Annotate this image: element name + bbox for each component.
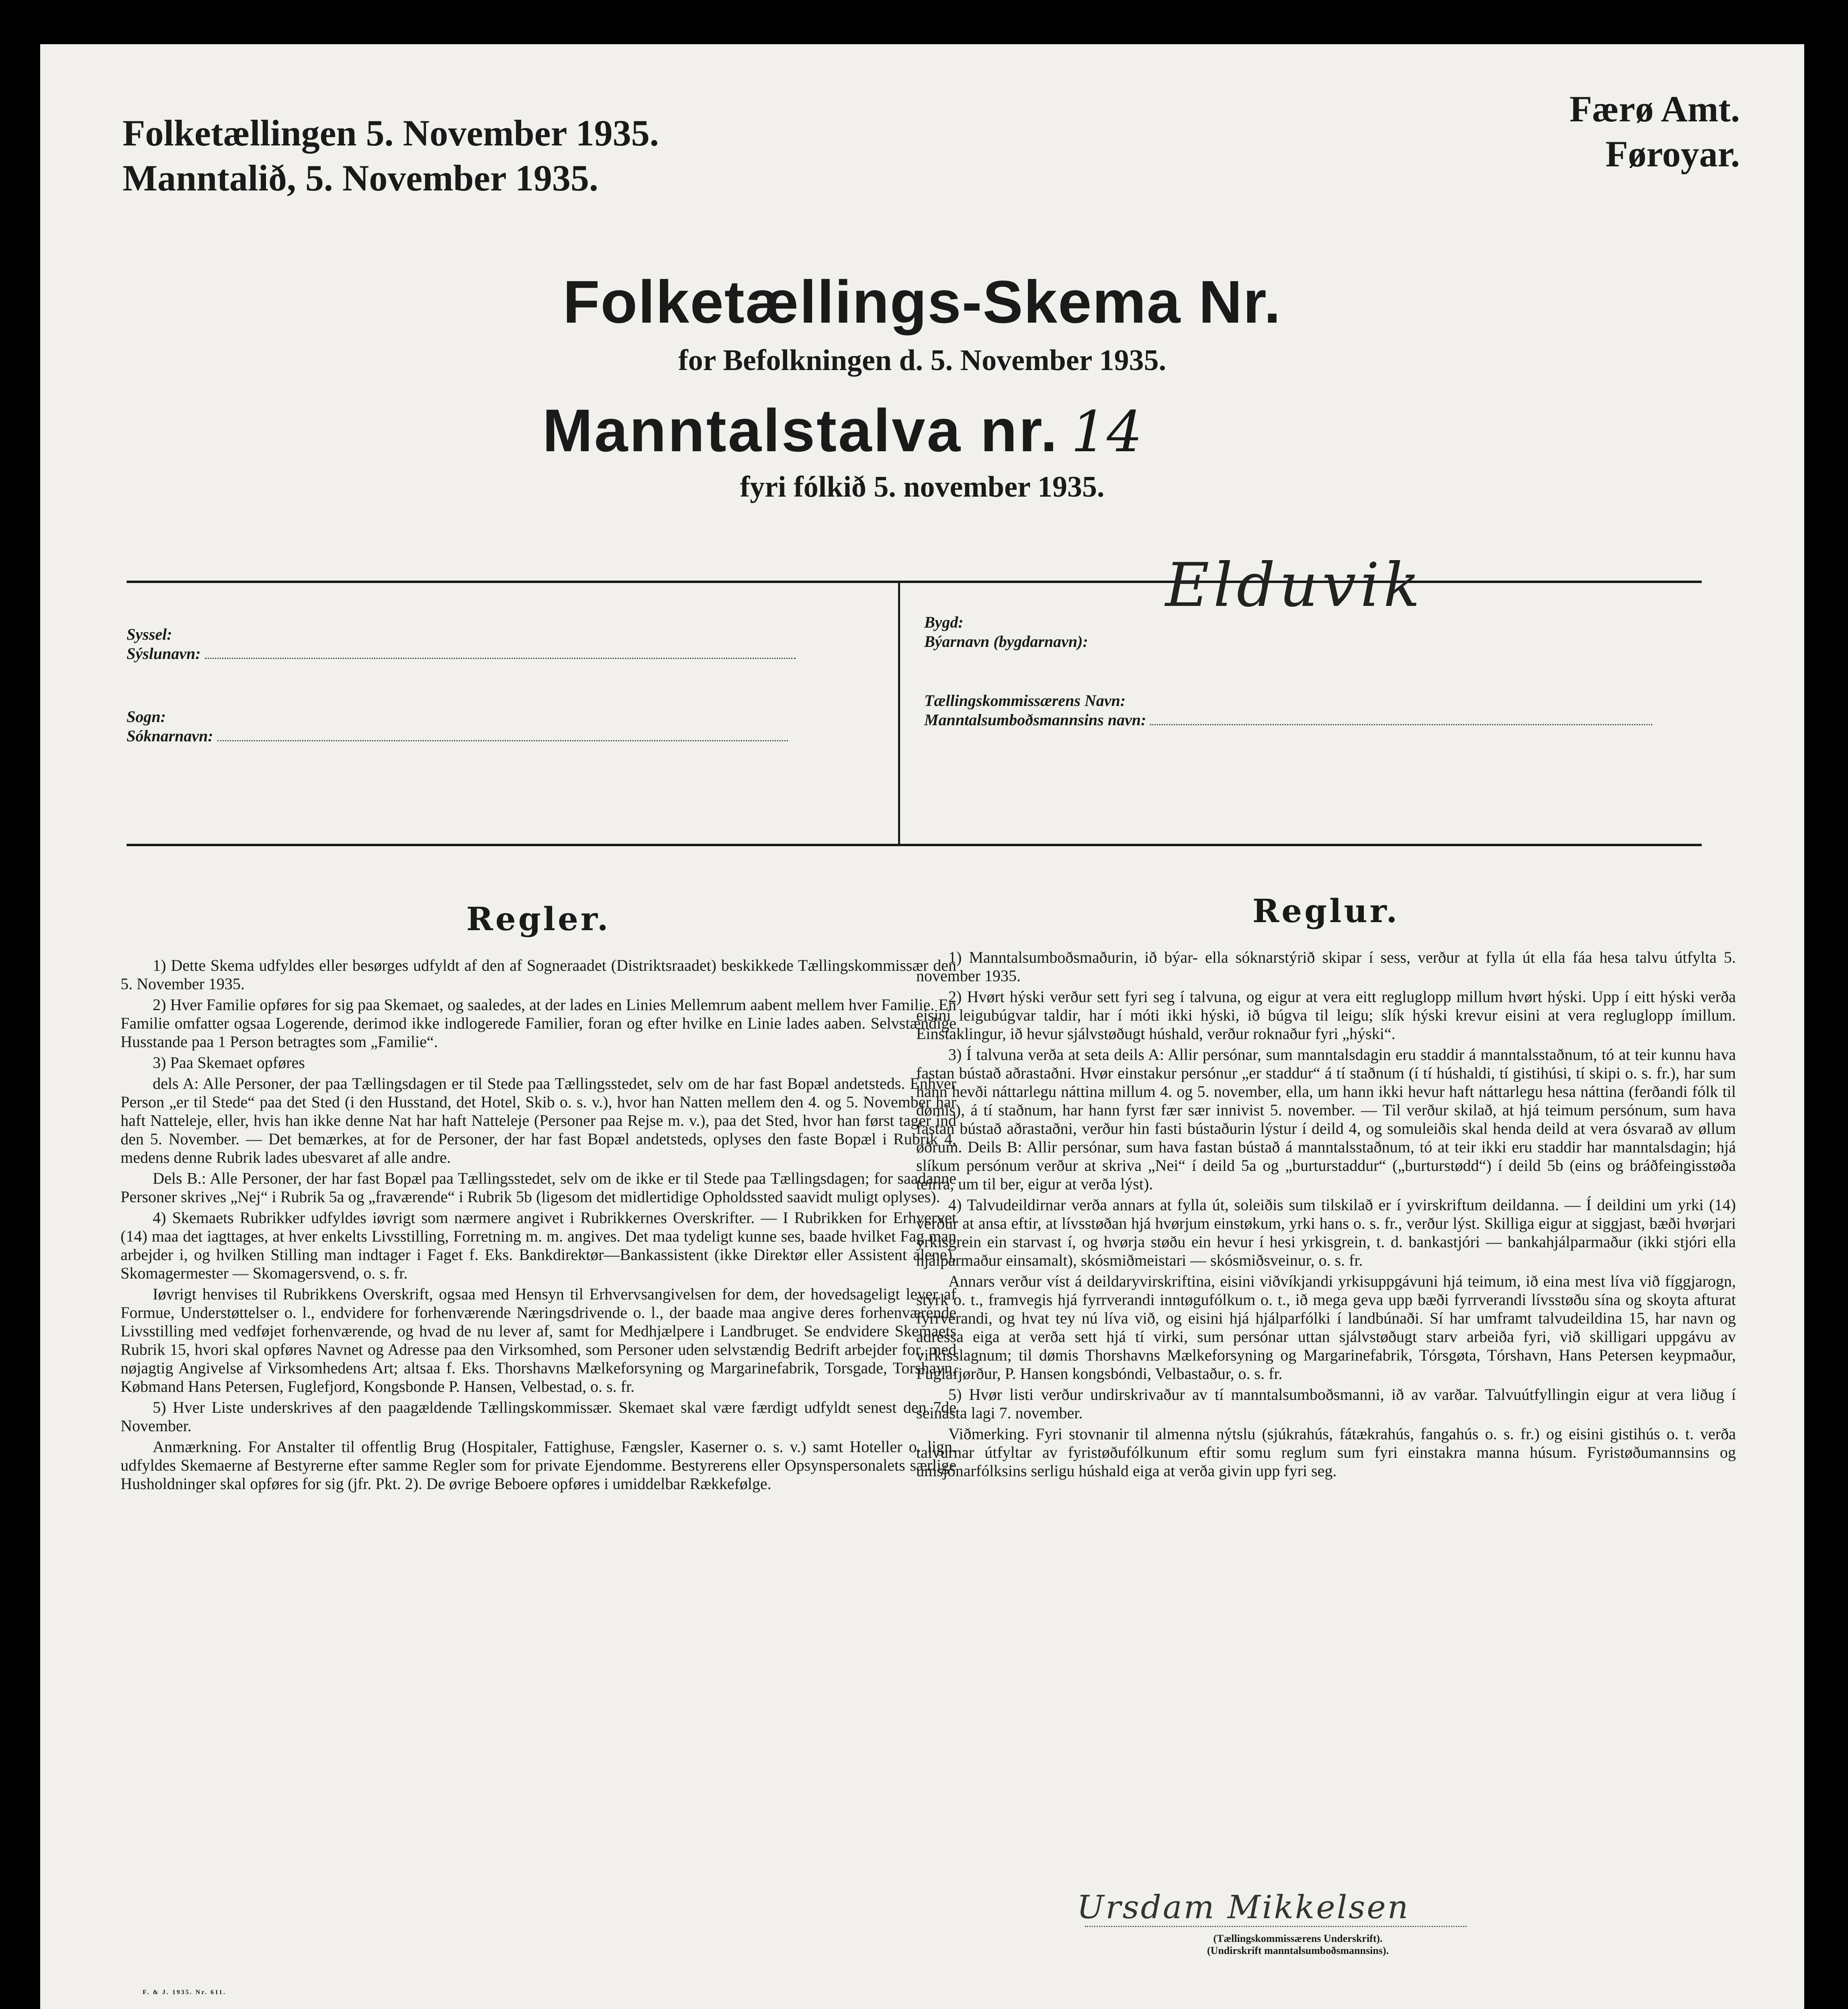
reglur-para: 5) Hvør listi verður undirskrivaður av tí manntalsumboðsmanni, ið av varðar. Talvuútfyllingin eigur at vera liðug í seinasta lagi 7. november. <box>916 1385 1736 1422</box>
form-subtitle-fo: fyri fólkið 5. november 1935. <box>740 471 1105 503</box>
signature-handwritten: Ursdam Mikkelsen <box>1077 1888 1410 1926</box>
header-left-line1: Folketællingen 5. November 1935. <box>123 113 659 153</box>
kommissaer-field <box>924 691 1652 730</box>
syssel-label: Syssel: <box>127 625 172 643</box>
umbodsmann-label: Manntalsumboðsmannsins navn: <box>924 711 1146 729</box>
form-number-handwritten: 14 <box>1071 399 1143 465</box>
syssel-line <box>205 658 796 659</box>
reglur-heading: Reglur. <box>1252 892 1400 930</box>
bygd-label: Bygd: <box>924 613 964 631</box>
regler-note: Anmærkning. For Anstalter til offentlig Brug (Hospitaler, Fattighuse, Fængsler, Kaserner o. s. v.) samt Hoteller o. lign. udfyldes Skemaerne af Bestyrerne efter samme Regler som for private Ejendomme. Bestyrerens eller Opsynspersonalets særlige Husholdninger skal opføres for sig (jfr. Pkt. 2). De øvrige Beboere opføres i umiddelbar Rækkefølge. <box>121 1438 956 1493</box>
regler-para: Dels B.: Alle Personer, der har fast Bopæl paa Tællingsstedet, selv om de ikke er til Stede paa Tællingsdagen; for saadanne Personer skrives „Nej“ i Rubrik 5a og „fraværende“ i Rubrik 5b (ligesom det midlertidige Opholdssted saavidt muligt oplyses). <box>121 1169 956 1206</box>
header-right <box>1459 86 1740 176</box>
regler-para: Iøvrigt henvises til Rubrikkens Overskrift, ogsaa med Hensyn til Erhvervsangivelsen for dem, der hovedsageligt lever af Formue, Understøttelser o. l., endvidere for forhenværende Næringsdrivende o. l., der baade maa angive deres forhenværende Livsstilling med vedføjet forhenværende, og hvad de nu lever af, samt for Medhjælpere i Landbruget. Se endvidere Skemaets Rubrik 15, hvori skal opføres Navnet og Adresse paa den Virksomhed, som Personer uden selvstændig Bedrift arbejder for, med nøjagtig Angivelse af Virksomhedens Art; altsaa f. Eks. Thorshavns Mælkeforsyning og Margarinefabrik, Torsgade, Torshavn, Købmand Hans Petersen, Fuglefjord, Kongsbonde P. Hansen, Velbestad, o. s. fr. <box>121 1285 956 1395</box>
signature-line <box>1085 1925 1467 1927</box>
regler-para: 4) Skemaets Rubrikker udfyldes iøvrigt som nærmere angivet i Rubrikkernes Overskrifter. — I Rubrikken for Erhvervet (14) maa det iagttages, at hver enkelts Livsstilling, Forretning m. m. angives. Det maa tydeligt kunne ses, baade hvilket Fag man arbejder i, og hvilken Stilling man indtager i Faget f. Eks. Bankdirektør—Bankassistent (ikke Direktør eller Assistent alene), Skomagermester — Skomagersvend, o. s. fr. <box>121 1209 956 1282</box>
header-right-line1: Færø Amt. <box>1569 88 1740 129</box>
kommissaer-line <box>1150 724 1652 725</box>
reglur-para: 2) Hvørt hýski verður sett fyri seg í talvuna, og eigur at vera eitt regluglopp millum hvørt hýski. Upp í eitt hýski verða eisini leigubúgvar taldir, har í móti ikki hýski, ið búgva til leigu; slík hýski krevur eisini at vera regluglopp ímillum. Einstaklingur, ið hevur sjálvstøðugt húshald, verður roknaður fyri „hýski“. <box>916 988 1736 1043</box>
signature-label-da: (Tællingskommissærens Underskrift). <box>1213 1933 1383 1944</box>
census-form-sheet <box>40 44 1804 2009</box>
field-divider <box>898 583 900 844</box>
sogn-label: Sogn: <box>127 708 166 726</box>
regler-para: dels A: Alle Personer, der paa Tællingsdagen er til Stede paa Tællingsstedet, selv om de har fast Bopæl andetsteds. Enhver Person „er til Stede“ paa det Sted (i den Husstand, det Hotel, Skib o. s. v.), hvor han Natten mellem den 4. og 5. November har haft Natteleje, eller, hvis han ikke denne Nat har haft Natteleje (Personer paa Rejse m. v.), paa det Sted, hvor han først tager ind den 5. November. — Det bemærkes, at for de Personer, der har fast Bopæl andetsteds, oplyses den faste Bopæl i Rubrik 4, medens denne Rubrik lades ubesvaret af alle andre. <box>121 1074 956 1166</box>
printer-mark: F. & J. 1935. Nr. 611. <box>143 1989 226 1996</box>
regler-para: 1) Dette Skema udfyldes eller besørges udfyldt af den af Sogneraadet (Distriktsraadet) beskikkede Tællingskommissær den 5. November 1935. <box>121 956 956 993</box>
form-title-fo-text: Manntalstalva nr. <box>542 397 1059 464</box>
header-left <box>123 110 659 200</box>
regler-column <box>121 956 956 1495</box>
bottom-rule <box>127 844 1702 846</box>
bygd-value-handwritten: Elduvik <box>1165 550 1424 620</box>
reglur-note: Viðmerking. Fyri stovnanir til almenna nýtslu (sjúkrahús, fátækrahús, fangahús o. s. fr.) og eisini gistihús o. t. verða talvurnar útfyltar av fyristøðufólkunum eftir somu reglum sum fyri einstakra manna húsum. Fyristøðumannsins og umsjónarfólksins serligu húshald eiga at verða givin upp fyri seg. <box>916 1425 1736 1480</box>
sogn-line <box>217 740 788 741</box>
form-subtitle: for Befolkningen d. 5. November 1935. <box>678 344 1167 377</box>
signature-label-fo: (Undirskrift manntalsumboðsmannsins). <box>1207 1945 1389 1956</box>
kommissaer-label: Tællingskommissærens Navn: <box>924 691 1126 710</box>
regler-para: 5) Hver Liste underskrives af den paagældende Tællingskommissær. Skemaet skal være færdigt udfyldt senest den 7de November. <box>121 1398 956 1435</box>
signature-labels <box>1137 1933 1459 1957</box>
form-title-fo <box>542 396 1142 465</box>
form-title: Folketællings-Skema Nr. <box>563 268 1282 336</box>
reglur-para: 3) Í talvuna verða at seta deils A: Allir persónar, sum manntalsdagin eru staddir á manntalsstaðnum, tó at teir kunnu hava fastan bústað aðrastaðni. Hvør einstakur persónur „er staddur“ á tí staðnum (í tí húshaldi, tí gistihúsi, tí skipi o. s. fr.), har sum hann hevði náttarlegu náttina millum 4. og 5. november, ella, um hann ikki hevur haft náttarlegu hesa náttina (ferðandi fólk til dømis), á tí staðnum, har hann fyrst fær sær innivist 5. november. — Til verður skilað, at hjá teimum persónum, sum hava fastan bústað aðrastaðni, verður hin fasti bústaðurin lýstur í deild 4, og somuleiðis skal henda deild at vera ósvarað av øllum øðrum. Deils B: Allir persónar, sum hava fastan bústað á manntalsstaðnum, tó at teir ikki eru staddir har manntalsdagin; hjá slíkum persónum verður at skriva „Nei“ í deild 5a og „burturstaddur“ („burturstødd“) í deild 5b (eins og bráðfeingisstøða teirra, um til ber, eigur at verða lýst). <box>916 1045 1736 1193</box>
reglur-column <box>916 948 1736 1483</box>
syssel-field <box>127 625 796 663</box>
sogn-field <box>127 707 788 746</box>
header-left-line2: Manntalið, 5. November 1935. <box>123 158 599 198</box>
syslunavn-label: Sýslunavn: <box>127 644 201 663</box>
byarnavn-label: Býarnavn (bygdarnavn): <box>924 632 1088 651</box>
header-right-line2: Føroyar. <box>1605 133 1740 174</box>
reglur-para: 1) Manntalsumboðsmaðurin, ið býar- ella sóknarstýrið skipar í sess, verður at fylla út ella fáa hesa talvu útfylta 5. november 1935. <box>916 948 1736 985</box>
reglur-para: 4) Talvudeildirnar verða annars at fylla út, soleiðis sum tilskilað er í yvirskriftum deildanna. — Í deildini um yrki (14) verður at ansa eftir, at lívsstøðan hjá hvørjum einstøkum, yrki hans o. s. fr., verður lýst. Skilliga eigur at siggjast, bæði hvørjari yrkisgrein ein starvast í, og hvørja støðu ein hevur í hesi yrkisgrein, t. d. bankastjóri — bankahjálparmaður (ikki stjóri ella hjálparmaður einsamalt), skósmiðmeistari — skósmiðsveinur, o. s. fr. <box>916 1196 1736 1269</box>
regler-heading: Regler. <box>466 900 611 938</box>
regler-para: 3) Paa Skemaet opføres <box>153 1054 305 1072</box>
bygd-field <box>924 613 1088 651</box>
soknarnavn-label: Sóknarnavn: <box>127 727 213 745</box>
regler-para: 2) Hver Familie opføres for sig paa Skemaet, og saaledes, at der lades en Linies Mellemrum aabent mellem hver Familie. En Familie omfatter ogsaa Logerende, derimod ikke indlogerede Familier, foran og efter hvilke en Linie lades aaben. Selvstændige Husstande paa 1 Person betragtes som „Familie“. <box>121 996 956 1051</box>
reglur-para: Annars verður víst á deildaryvirskriftina, eisini viðvíkjandi yrkisuppgávuni hjá teimum, ið eina mest líva við fíggjarogn, styrk o. t., framvegis hjá fyrrverandi inntøgufólkum o. t., ið mega geva upp bæði fyrrverandi lívsstøðu sína og skoyta afturat fyrrverandi, og hvat tey nú líva við, og eisini hjá hjálparfólki í landbúnaði. Sí har umframt talvudeildina 15, har navn og adressa eiga at verða sett hjá tí virki, sum persónar uttan sjálvstøðugt starv arbeiða fyri, við skilligari uppgávu av virkisslagnum; til dømis Thorshavns Mælkeforsyning og Margarinefabrik, Tórsgøta, Tórshavn, Hans Petersen keypmaður, Fuglafjørður, P. Hansen kongsbóndi, Velbastaður, o. s. fr. <box>916 1272 1736 1383</box>
top-rule <box>127 581 1702 583</box>
